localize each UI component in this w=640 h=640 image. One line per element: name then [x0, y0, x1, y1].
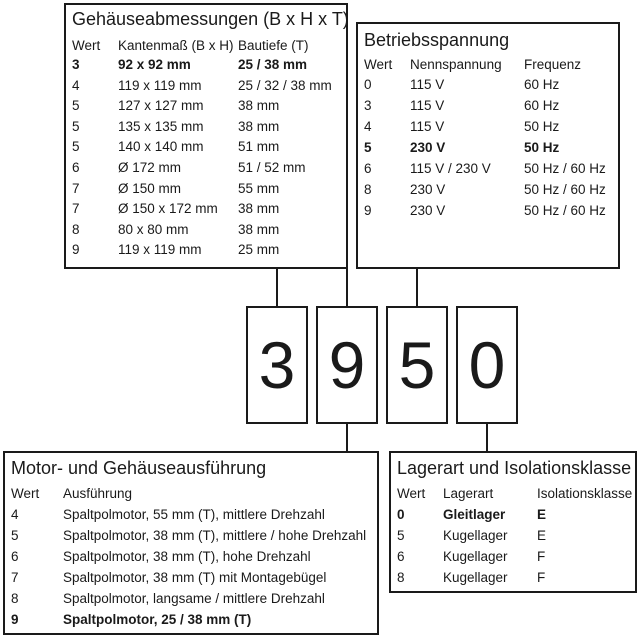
voltage-row-wert: 4 [364, 119, 372, 134]
housing-row-wert: 9 [72, 242, 80, 258]
housing-row-tiefe: 51 mm [238, 139, 280, 155]
voltage-row-wert: 0 [364, 77, 372, 92]
housing-row-kante: Ø 150 mm [118, 180, 182, 196]
voltage-row-nenn: 230 V [410, 182, 446, 197]
housing-dimensions-box [64, 3, 348, 269]
voltage-row-nenn: 115 V [410, 98, 445, 113]
voltage-row-nenn: 115 V [410, 77, 445, 92]
connector-digit4-v [486, 422, 488, 452]
housing-row-wert: 3 [72, 57, 80, 72]
bearing-title: Lagerart und Isolationsklasse [397, 458, 632, 478]
housing-row-kante: 80 x 80 mm [118, 221, 189, 237]
bearing-box [389, 451, 637, 593]
housing-row-wert: 6 [72, 160, 80, 175]
voltage-box [356, 22, 620, 269]
motor-row-wert: 4 [11, 507, 19, 522]
housing-row-wert: 8 [72, 221, 80, 237]
code-digit-3: 5 [386, 306, 448, 424]
bearing-header-iso: Isolationsklasse [537, 486, 633, 501]
connector-digit2-bottom [346, 422, 348, 452]
bearing-row-wert: 6 [397, 549, 405, 564]
voltage-row-freq: 50 Hz [524, 119, 560, 134]
bearing-row-lager: Gleitlager [443, 507, 506, 522]
housing-row-kante: 135 x 135 mm [118, 118, 204, 134]
bearing-row-iso: E [537, 528, 547, 543]
bearing-row-lager: Kugellager [443, 528, 508, 543]
motor-row-ausf: Spaltpolmotor, 25 / 38 mm (T) [63, 612, 252, 627]
voltage-header-wert: Wert [364, 57, 393, 72]
motor-row-wert: 7 [11, 570, 19, 585]
housing-row-wert: 5 [72, 98, 80, 114]
motor-row-wert: 6 [11, 549, 19, 564]
voltage-row-nenn: 115 V [410, 119, 445, 134]
motor-row-ausf: Spaltpolmotor, langsame / mittlere Drehzahl [63, 591, 325, 606]
motor-row-wert: 5 [11, 528, 19, 543]
housing-row-kante: 92 x 92 mm [118, 57, 191, 72]
housing-row-tiefe: 38 mm [238, 118, 280, 134]
motor-title: Motor- und Gehäuseausführung [11, 458, 267, 478]
housing-row-kante: 119 x 119 mm [118, 77, 202, 93]
voltage-row-freq: 60 Hz [524, 98, 560, 113]
bearing-header-wert: Wert [397, 486, 426, 501]
bearing-row-iso: F [537, 549, 546, 564]
voltage-header-freq: Frequenz [524, 57, 582, 72]
housing-row-wert: 7 [72, 180, 80, 196]
housing-row-kante: 127 x 127 mm [118, 98, 204, 114]
motor-row-wert: 9 [11, 612, 19, 627]
bearing-row-iso: F [537, 570, 546, 585]
code-digit-1: 3 [246, 306, 308, 424]
voltage-row-wert: 5 [364, 140, 372, 155]
housing-row-wert: 5 [72, 118, 80, 134]
housing-title: Gehäuseabmessungen (B x H x T) [72, 9, 349, 29]
housing-row-kante: Ø 150 x 172 mm [118, 201, 218, 217]
housing-row-kante: 119 x 119 mm [118, 242, 202, 258]
housing-row-tiefe: 38 mm [238, 98, 280, 114]
voltage-row-freq: 60 Hz [524, 77, 560, 92]
voltage-row-wert: 3 [364, 98, 372, 113]
motor-row-wert: 8 [11, 591, 19, 606]
motor-row-ausf: Spaltpolmotor, 38 mm (T) mit Montagebügel [63, 570, 327, 585]
housing-row-wert: 7 [72, 201, 80, 217]
housing-row-wert: 4 [72, 77, 80, 93]
housing-header-tiefe: Bautiefe (T) [238, 38, 309, 53]
housing-row-tiefe: 25 mm [238, 242, 280, 258]
connector-digit1 [276, 268, 278, 308]
bearing-row-lager: Kugellager [443, 549, 508, 564]
code-digit-2: 9 [316, 306, 378, 424]
voltage-row-wert: 6 [364, 161, 372, 176]
housing-row-wert: 5 [72, 139, 80, 155]
housing-row-tiefe: 38 mm [238, 201, 280, 217]
housing-row-tiefe: 38 mm [238, 221, 280, 237]
housing-row-tiefe: 25 / 32 / 38 mm [238, 77, 332, 93]
motor-box [3, 451, 379, 635]
voltage-row-nenn: 115 V / 230 V [410, 161, 491, 176]
voltage-row-wert: 8 [364, 182, 372, 197]
voltage-row-freq: 50 Hz [524, 140, 560, 155]
voltage-header-nenn: Nennspannung [410, 57, 502, 72]
bearing-row-wert: 8 [397, 570, 405, 585]
code-digit-4: 0 [456, 306, 518, 424]
voltage-title: Betriebsspannung [364, 30, 510, 50]
housing-row-tiefe: 55 mm [238, 180, 280, 196]
bearing-row-wert: 0 [397, 507, 405, 522]
motor-row-ausf: Spaltpolmotor, 55 mm (T), mittlere Drehzahl [63, 507, 325, 522]
voltage-row-nenn: 230 V [410, 203, 446, 218]
bearing-row-wert: 5 [397, 528, 405, 543]
voltage-row-freq: 50 Hz / 60 Hz [524, 203, 606, 218]
motor-row-ausf: Spaltpolmotor, 38 mm (T), hohe Drehzahl [63, 549, 311, 564]
voltage-row-freq: 50 Hz / 60 Hz [524, 161, 606, 176]
housing-row-tiefe: 25 / 38 mm [238, 57, 308, 72]
voltage-row-wert: 9 [364, 203, 372, 218]
motor-row-ausf: Spaltpolmotor, 38 mm (T), mittlere / hohe Drehzahl [63, 528, 367, 543]
voltage-row-freq: 50 Hz / 60 Hz [524, 182, 606, 197]
housing-header-wert: Wert [72, 38, 101, 53]
bearing-row-lager: Kugellager [443, 570, 508, 585]
housing-row-kante: 140 x 140 mm [118, 139, 204, 155]
bearing-row-iso: E [537, 507, 547, 522]
voltage-row-nenn: 230 V [410, 140, 446, 155]
connector-digit3-v [416, 268, 418, 308]
housing-header-kante: Kantenmaß (B x H) [118, 38, 234, 53]
motor-header-wert: Wert [11, 486, 40, 501]
motor-header-ausf: Ausführung [63, 486, 133, 501]
housing-row-tiefe: 51 / 52 mm [238, 160, 306, 175]
housing-row-kante: Ø 172 mm [118, 160, 182, 175]
bearing-header-lager: Lagerart [443, 486, 494, 501]
connector-digit2-v [346, 268, 348, 308]
